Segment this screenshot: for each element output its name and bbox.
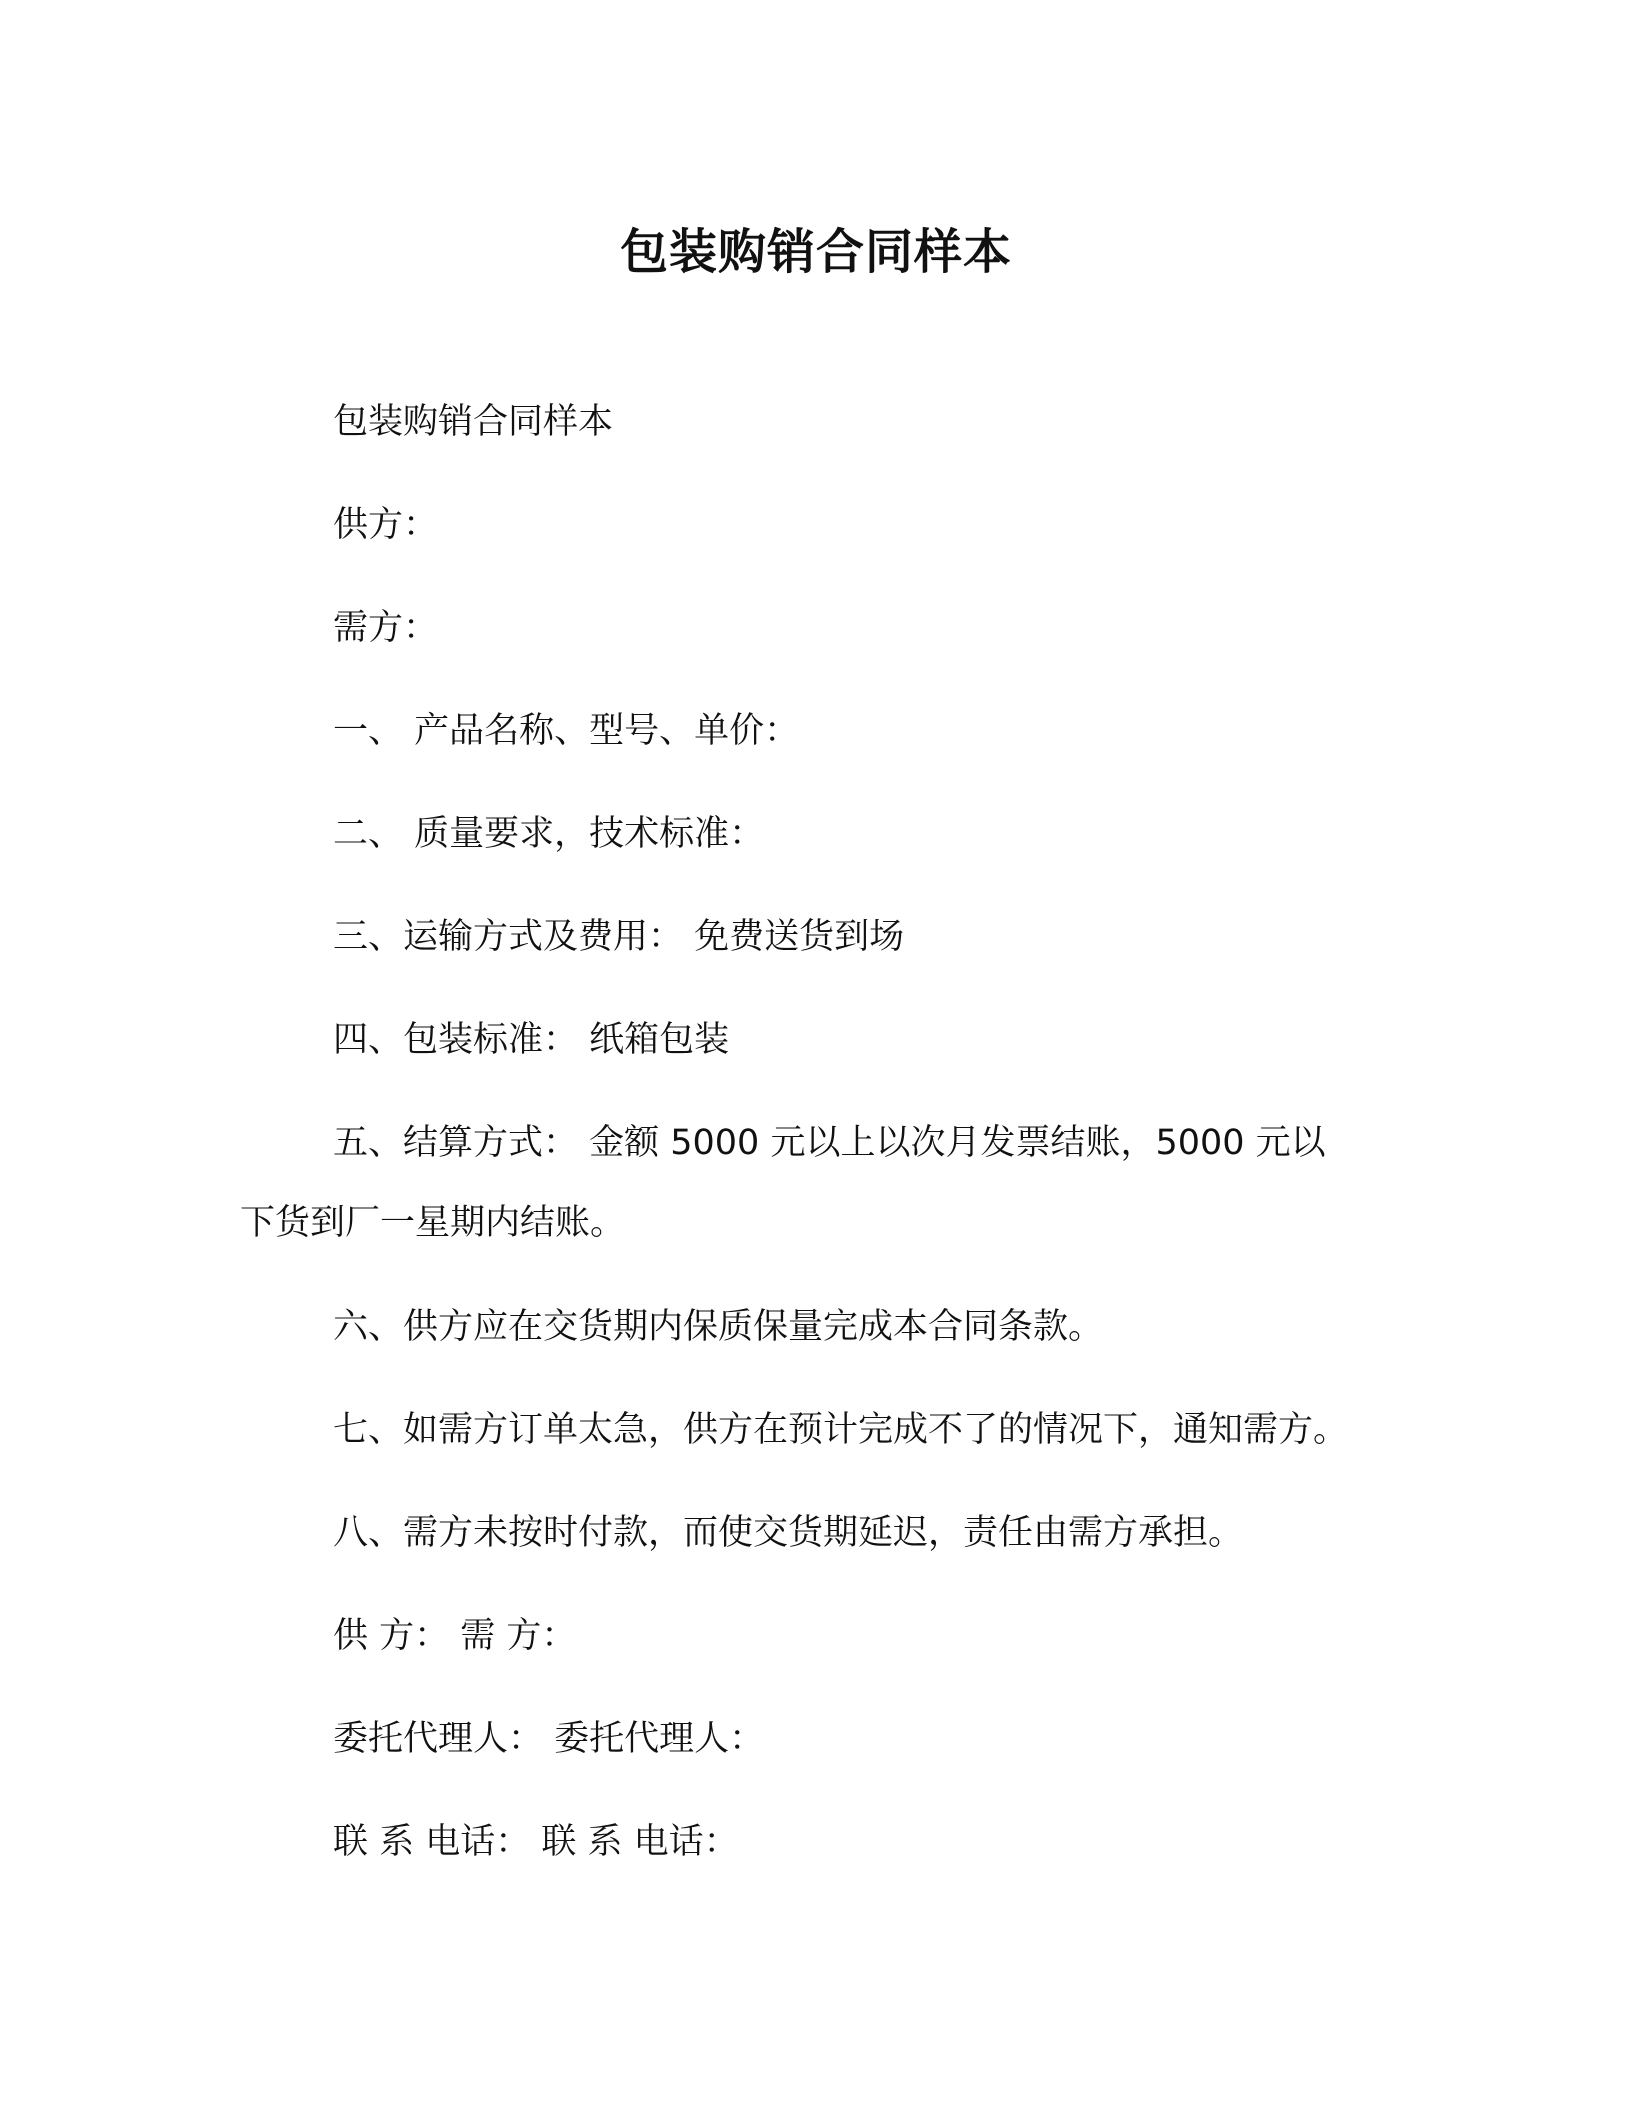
subtitle-line: 包装购销合同样本: [333, 402, 614, 442]
signature-parties-line: 供 方： 需 方：: [333, 1616, 577, 1656]
clause-3: 三、运输方式及费用： 免费送货到场: [333, 917, 905, 957]
supplier-line: 供方：: [333, 505, 439, 545]
clause-7: 七、如需方订单太急，供方在预计完成不了的情况下，通知需方。: [333, 1410, 1349, 1450]
clause-5-continued: 下货到厂一星期内结账。: [240, 1203, 626, 1243]
document-title: 包装购销合同样本: [619, 224, 1012, 280]
clause-6: 六、供方应在交货期内保质保量完成本合同条款。: [333, 1307, 1104, 1347]
clause-5: 五、结算方式： 金额 5000 元以上以次月发票结账，5000 元以: [333, 1123, 1326, 1163]
clause-1: 一、 产品名称、型号、单价：: [333, 711, 800, 751]
signature-agents-line: 委托代理人： 委托代理人：: [333, 1719, 765, 1759]
clause-4: 四、包装标准： 纸箱包装: [333, 1020, 730, 1060]
clause-8: 八、需方未按时付款，而使交货期延迟，责任由需方承担。: [333, 1513, 1244, 1553]
signature-phone-line: 联 系 电话： 联 系 电话：: [333, 1822, 739, 1862]
clause-2: 二、 质量要求，技术标准：: [333, 814, 765, 854]
buyer-line: 需方：: [333, 608, 439, 648]
